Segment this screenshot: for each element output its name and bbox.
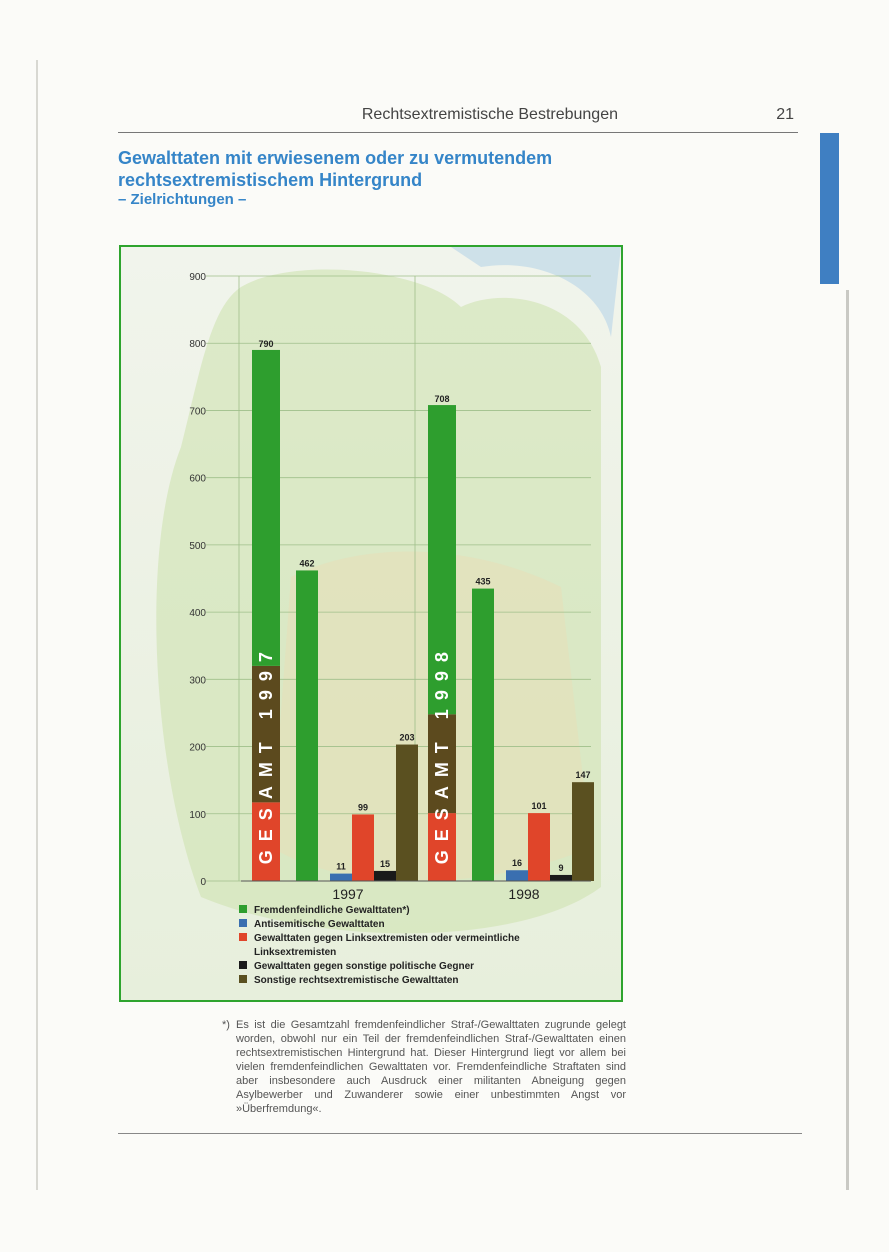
legend-label: Fremdenfeindliche Gewalttaten*)	[254, 905, 410, 916]
legend-swatch	[239, 919, 247, 927]
gesamt-value-label: 790	[258, 338, 274, 349]
series-bar	[352, 814, 374, 881]
running-head	[118, 106, 798, 130]
bar-value-label: 11	[336, 861, 346, 872]
footnote	[222, 1018, 626, 1116]
gesamt-rotated-label: GESAMT 1997	[256, 643, 276, 865]
bar-chart	[121, 247, 621, 1000]
series-bar	[572, 782, 594, 881]
y-tick-label: 100	[189, 809, 206, 821]
y-tick-label: 400	[189, 608, 206, 620]
legend-label: Gewalttaten gegen sonstige politische Gegner	[254, 961, 475, 972]
gesamt-bar-segment	[252, 350, 280, 666]
footnote-text: Es ist die Gesamtzahl fremdenfeindlicher Straf-/Gewalttaten zugrunde gelegt worden, obwohl nur ein Teil der fremdenfeindlichen Straf-/Gewalttaten einen rechtsextremistischen Hintergrund hat. Dieser Hintergrund liegt vor allem bei vielen fremdenfeindlichen Gewalttaten vor. Fremdenfeindliche Straftaten sind aber insbesondere auch Ausdruck einer militanten Abneigung gegen Asylbewerber und Zuwanderer sowie einer unbestimmten Angst vor »Überfremdung«.	[236, 1019, 626, 1115]
y-tick-label: 700	[189, 406, 206, 418]
bar-value-label: 15	[379, 858, 391, 869]
footnote-mark: *)	[222, 1019, 230, 1031]
running-title: Rechtsextremistische Bestrebungen	[361, 106, 618, 123]
scan-edge-right	[846, 290, 849, 1190]
chart-subtitle: – Zielrichtungen –	[118, 191, 247, 208]
bottom-rule	[118, 1133, 802, 1134]
x-category-label: 1998	[508, 886, 540, 902]
series-bar	[396, 745, 418, 881]
bar-value-label: 16	[511, 858, 523, 869]
legend-swatch	[239, 933, 247, 941]
y-tick-label: 800	[189, 339, 206, 351]
bar-value-label: 147	[575, 770, 591, 781]
bar-value-label: 462	[299, 558, 315, 569]
gesamt-rotated-label: GESAMT 1998	[432, 643, 452, 865]
y-tick-label: 0	[200, 877, 206, 888]
series-bar	[472, 589, 494, 881]
y-tick-label: 300	[189, 675, 206, 687]
y-tick-label: 600	[189, 473, 206, 485]
scan-edge-left	[36, 60, 38, 1190]
legend-label: Linksextremisten	[254, 947, 337, 958]
chart-title: Gewalttaten mit erwiesenem oder zu vermutendem rechtsextremistischem Hintergrund	[118, 148, 553, 190]
chart-frame	[119, 245, 623, 1002]
y-tick-label: 500	[189, 540, 206, 552]
y-tick-label: 900	[189, 272, 206, 283]
header-rule	[118, 132, 798, 133]
legend-label: Gewalttaten gegen Linksextremisten oder vermeintliche	[254, 933, 520, 944]
series-bar	[330, 874, 352, 881]
legend-label: Sonstige rechtsextremistische Gewalttaten	[254, 975, 459, 986]
bar-value-label: 435	[475, 576, 491, 587]
page-number: 21	[776, 106, 794, 123]
x-category-label: 1997	[332, 886, 364, 902]
series-bar	[550, 875, 572, 881]
y-tick-label: 200	[189, 742, 206, 754]
series-bar	[296, 570, 318, 881]
legend-swatch	[239, 961, 247, 969]
legend-swatch	[239, 905, 247, 913]
chapter-tab-marker	[820, 133, 839, 284]
legend-label: Antisemitische Gewalttaten	[254, 919, 385, 930]
series-bar	[506, 870, 528, 881]
legend-swatch	[239, 975, 247, 983]
series-bar	[374, 871, 396, 881]
bar-value-label: 101	[531, 801, 547, 812]
bar-value-label: 99	[357, 802, 369, 813]
gesamt-value-label: 708	[434, 394, 450, 405]
bar-value-label: 9	[558, 862, 564, 873]
series-bar	[528, 813, 550, 881]
bar-value-label: 203	[399, 732, 415, 743]
